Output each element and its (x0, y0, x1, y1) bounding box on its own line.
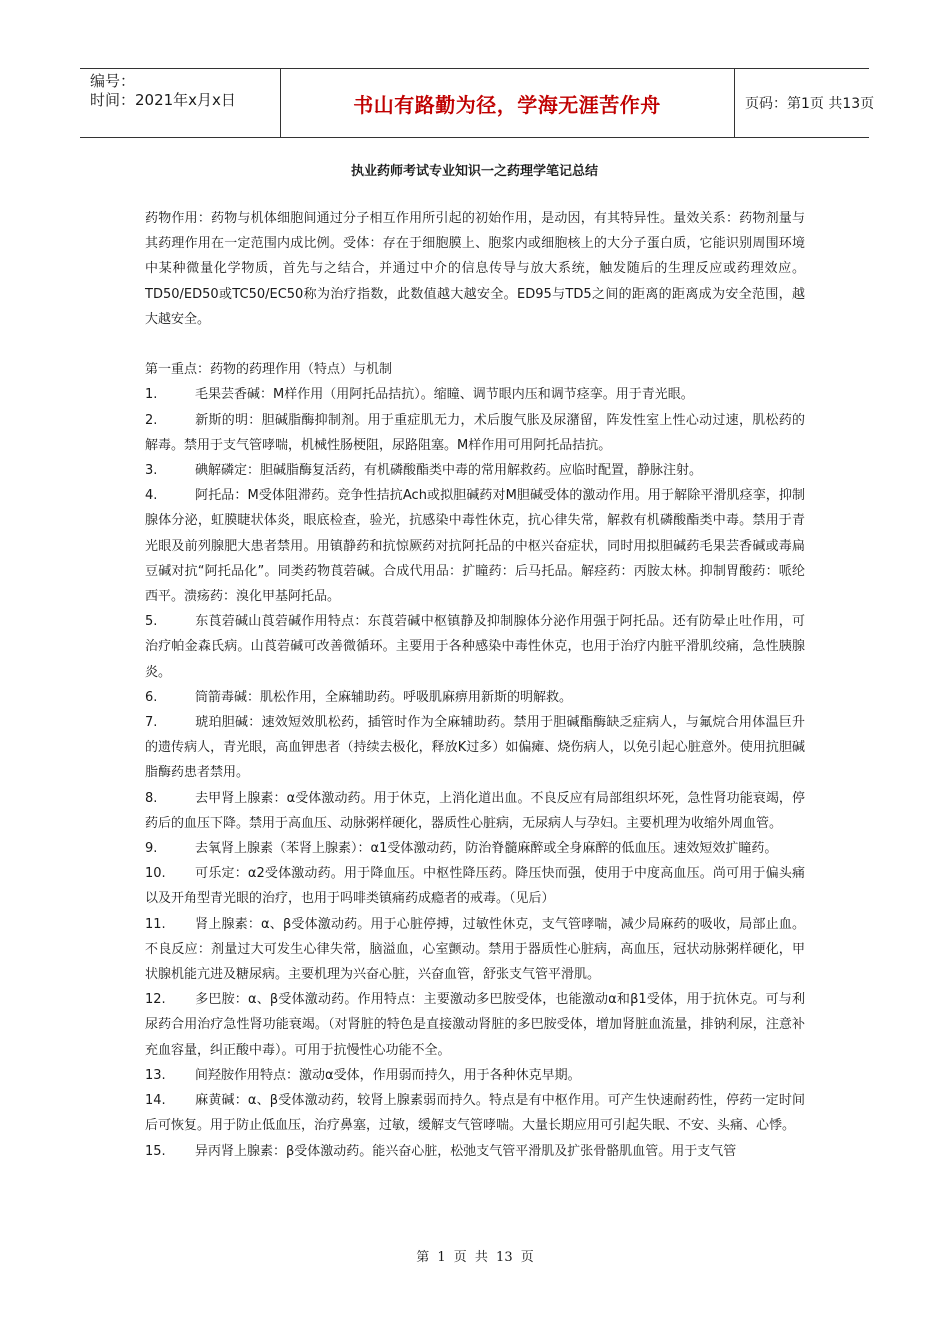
item-text: 去甲肾上腺素：α受体激动药。用于休克，上消化道出血。不良反应有局部组织坏死，急性肾功能衰竭，停药后的血压下降。禁用于高血压、动脉粥样硬化，器质性心脏病，无尿病人与孕妇。主要机理为收缩外周血管。 (145, 790, 805, 831)
item-number: 1. (145, 387, 158, 403)
item-number: 15. (145, 1143, 166, 1159)
item-text: 阿托品：M受体阻滞药。竞争性拮抗Ach或拟胆碱药对M胆碱受体的激动作用。用于解除平滑肌痉挛，抑制腺体分泌，虹膜睫状体炎，眼底检查，验光，抗感染中毒性休克，抗心律失常，解救有机磷酸酯类中毒。禁用于青光眼及前列腺肥大患者禁用。用镇静药和抗惊厥药对抗阿托品的中枢兴奋症状，同时用拟胆碱药毛果芸香碱或毒扁豆碱对抗“阿托品化”。同类药物莨菪碱。合成代用品：扩瞳药：后马托品。解痉药：丙胺太林。抑制胃酸药：哌纶西平。溃疡药：溴化甲基阿托品。 (145, 488, 805, 605)
list-item (145, 408, 805, 458)
item-number: 12. (145, 992, 166, 1008)
item-number: 4. (145, 488, 158, 504)
item-number: 8. (145, 790, 158, 806)
item-text: 筒箭毒碱：肌松作用，全麻辅助药。呼吸肌麻痹用新斯的明解救。 (195, 689, 573, 705)
number-label: 编号： (90, 72, 136, 90)
list-item (145, 458, 805, 483)
item-text: 碘解磷定：胆碱脂酶复活药，有机磷酸酯类中毒的常用解救药。应临时配置，静脉注射。 (195, 463, 703, 479)
list-item (145, 609, 805, 685)
page-header (80, 68, 875, 138)
list-item (145, 1063, 805, 1088)
intro-paragraph: 药物作用：药物与机体细胞间通过分子相互作用所引起的初始作用，是动因，有其特异性。量效关系：药物剂量与其药理作用在一定范围内成比例。受体：存在于细胞膜上、胞浆内或细胞核上的大分子蛋白质，它能识别周围环境中某种微量化学物质，首先与之结合，并通过中介的信息传导与放大系统，触发随后的生理反应或药理效应。TD50/ED50或TC50/EC50称为治疗指数，此数值越大越安全。ED95与TD5之间的距离的距离成为安全范围，越大越安全。 (145, 211, 805, 327)
item-text: 间羟胺作用特点：激动α受体，作用弱而持久，用于各种休克早期。 (195, 1067, 581, 1083)
item-text: 毛果芸香碱：M样作用（用阿托品拮抗）。缩瞳、调节眼内压和调节痉挛。用于青光眼。 (195, 387, 694, 403)
list-item (145, 786, 805, 836)
list-item (145, 1139, 805, 1164)
item-text: 东莨菪碱山莨菪碱作用特点：东莨菪碱中枢镇静及抑制腺体分泌作用强于阿托品。还有防晕止吐作用，可治疗帕金森氏病。山莨菪碱可改善微循环。主要用于各种感染中毒性休克，也用于治疗内脏平滑肌绞痛，急性胰腺炎。 (145, 614, 805, 680)
item-number: 7. (145, 715, 158, 731)
item-text: 新斯的明：胆碱脂酶抑制剂。用于重症肌无力，术后腹气胀及尿潴留，阵发性室上性心动过速，肌松药的解毒。禁用于支气管哮喘，机械性肠梗阻，尿路阻塞。M样作用可用阿托品拮抗。 (145, 412, 805, 453)
item-number: 9. (145, 841, 158, 857)
document-body (145, 206, 805, 1164)
list-item (145, 483, 805, 609)
item-number: 6. (145, 689, 158, 705)
list-item (145, 382, 805, 407)
document-title: 执业药师考试专业知识一之药理学笔记总结 (350, 164, 598, 179)
header-page-cell (735, 69, 875, 137)
motto: 书山有路勤为径，学海无涯苦作舟 (353, 92, 661, 117)
list-item (145, 987, 805, 1063)
section-heading: 第一重点：药物的药理作用（特点）与机制 (145, 362, 393, 378)
list-item (145, 836, 805, 861)
item-number: 5. (145, 614, 158, 630)
item-text: 多巴胺：α、β受体激动药。作用特点：主要激动多巴胺受体，也能激动α和β1受体，用于抗休克。可与利尿药合用治疗急性肾功能衰竭。（对肾脏的特色是直接激动肾脏的多巴胺受体，增加肾脏血流量，排钠利尿，注意补充血容量，纠正酸中毒）。可用于抗慢性心功能不全。 (145, 992, 805, 1058)
list-item (145, 861, 805, 911)
page-info: 页码：第1页 共13页 (745, 96, 875, 112)
item-number: 11. (145, 916, 166, 932)
list-item (145, 1088, 805, 1138)
header-motto-cell (280, 69, 735, 137)
list-item (145, 710, 805, 786)
list-item (145, 912, 805, 988)
item-list (145, 382, 805, 1163)
item-number: 2. (145, 412, 158, 428)
item-text: 麻黄碱：α、β受体激动药，较肾上腺素弱而持久。特点是有中枢作用。可产生快速耐药性，停药一定时间后可恢复。用于防止低血压，治疗鼻塞，过敏，缓解支气管哮喘。大量长期应用可引起失眠、不安、头痛、心悸。 (145, 1093, 805, 1134)
item-text: 肾上腺素：α、β受体激动药。用于心脏停搏，过敏性休克，支气管哮喘，减少局麻药的吸收，局部止血。不良反应：剂量过大可发生心律失常，脑溢血，心室颤动。禁用于器质性心脏病，高血压，冠状动脉粥样硬化，甲状腺机能亢进及糖尿病。主要机理为兴奋心脏，兴奋血管，舒张支气管平滑肌。 (145, 916, 805, 983)
page-footer: 第 1 页 共 13 页 (416, 1250, 534, 1265)
item-text: 琥珀胆碱：速效短效肌松药，插管时作为全麻辅助药。禁用于胆碱酯酶缺乏症病人，与氟烷合用体温巨升的遗传病人，青光眼，高血钾患者（持续去极化，释放K过多）如偏瘫、烧伤病人，以免引起心脏意外。使用抗胆碱脂酶药患者禁用。 (145, 715, 805, 781)
item-text: 异丙肾上腺素：β受体激动药。能兴奋心脏，松弛支气管平滑肌及扩张骨骼肌血管。用于支气管 (195, 1143, 737, 1159)
item-text: 可乐定：α2受体激动药。用于降血压。中枢性降压药。降压快而强，使用于中度高血压。尚可用于偏头痛以及开角型青光眼的治疗，也用于吗啡类镇痛药成瘾者的戒毒。（见后） (145, 866, 805, 907)
header-meta (80, 69, 281, 137)
item-number: 13. (145, 1067, 166, 1083)
time-label: 时间：2021年x月x日 (90, 91, 236, 109)
item-text: 去氧肾上腺素（苯肾上腺素）：α1受体激动药，防治脊髓麻醉或全身麻醉的低血压。速效短效扩瞳药。 (195, 841, 778, 857)
item-number: 14. (145, 1093, 166, 1109)
item-number: 10. (145, 866, 166, 882)
list-item (145, 685, 805, 710)
item-number: 3. (145, 463, 158, 479)
spacer (145, 332, 805, 357)
